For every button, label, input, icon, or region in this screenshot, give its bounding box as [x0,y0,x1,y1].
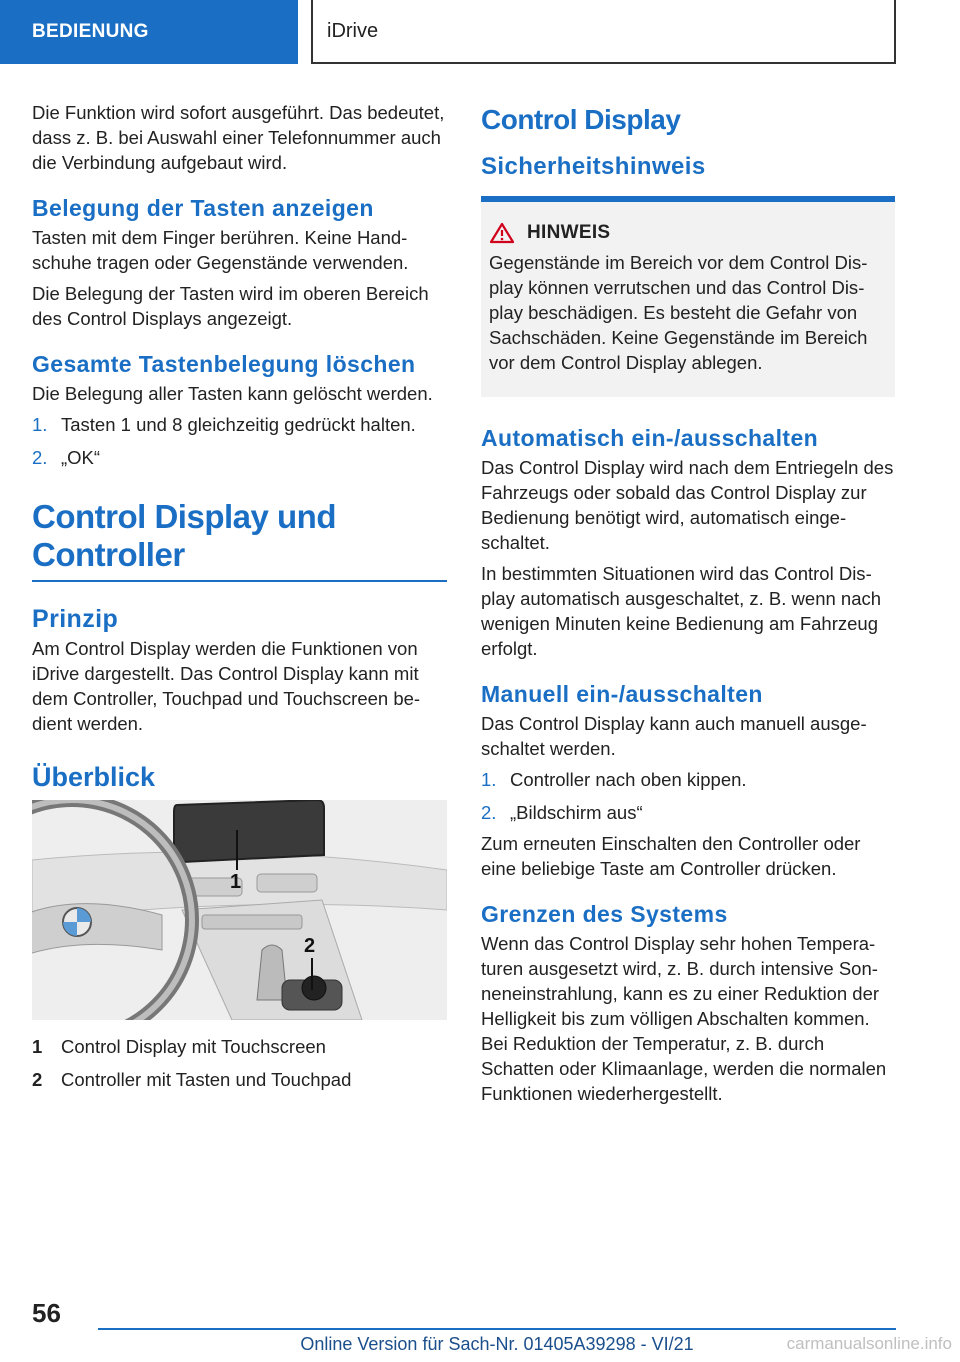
delete-keys-paragraph: Die Belegung aller Tasten kann gelöscht werden. [32,383,433,404]
note-label: HINWEIS [527,222,611,243]
callout-2: 2 [304,935,316,957]
delete-keys-heading: Gesamte Tastenbelegung löschen [32,351,416,377]
left-column [32,100,447,1100]
manual-heading: Manuell ein-/ausschalten [481,681,763,707]
warning-icon [489,222,515,244]
note-header [489,222,885,244]
show-keys-paragraph-1: Tasten mit dem Finger berühren. Keine Handschuhe tragen oder Gegenstände verwenden. [32,227,409,273]
step-item [481,767,895,792]
principle-paragraph: Am Control Display werden die Funktionen von iDrive dargestellt. Das Control Display kann mit dem Controller, Touchpad und Touchscreen bedient werden. [32,638,421,734]
header-topic-tab [311,0,896,64]
right-column [481,102,895,1112]
header-topic-label: iDrive [327,19,379,42]
step-text: Tasten 1 und 8 gleichzeitig gedrückt halten. [61,414,416,435]
delete-keys-steps [32,412,447,470]
step-item [32,445,447,470]
legend-number: 1 [32,1036,43,1057]
intro-paragraph: Die Funktion wird sofort ausgeführt. Das bedeutet, dass z. B. bei Auswahl einer Telefonnummer auch die Verbindung aufgebaut wird. [32,102,445,173]
show-keys-heading: Belegung der Tasten anzeigen [32,195,374,221]
overview-heading: Überblick [32,762,156,792]
manual-steps [481,767,895,825]
note-box [481,202,895,397]
callout-1: 1 [230,871,242,893]
step-number: 2. [481,802,497,823]
step-number: 1. [481,769,497,790]
manual-paragraph-1: Das Control Display kann auch manuell ausgeschaltet werden. [481,713,867,759]
step-item [481,800,895,825]
legend-number: 2 [32,1069,43,1090]
legend-item [32,1034,447,1059]
principle-heading: Prinzip [32,605,119,633]
step-text: „OK“ [61,447,101,468]
control-display-title: Control Display [481,104,681,135]
watermark: carmanualsonline.info [786,1334,952,1353]
safety-heading: Sicherheitshinweis [481,153,706,180]
legend-item [32,1067,447,1092]
legend-text: Control Display mit Touchscreen [61,1036,326,1057]
step-item [32,412,447,437]
step-text: Controller nach oben kippen. [510,769,747,790]
step-number: 1. [32,414,48,435]
footer-divider [98,1328,896,1330]
header-section-label: BEDIENUNG [32,21,149,42]
auto-paragraph-1: Das Control Display wird nach dem Entriegeln des Fahrzeugs oder sobald das Control Display zur Bedienung benötigt wird, automatisch eingeschaltet. [481,457,894,553]
manual-paragraph-2: Zum erneuten Einschalten den Controller oder eine beliebige Taste am Controller drücken. [481,833,861,879]
show-keys-paragraph-2: Die Belegung der Tasten wird im oberen Bereich des Control Displays angezeigt. [32,283,429,329]
note-text: Gegenstände im Bereich vor dem Control Display können verrutschen und das Control Display beschädigen. Es besteht die Gefahr von Sachschäden. Keine Gegenstände im Bereich vor dem Control Display ablegen. [489,252,868,373]
page-number: 56 [32,1298,61,1328]
chapter-title: Control Display und Controller [32,498,447,582]
footer-text: Online Version für Sach-Nr. 01405A39298 - VI/21 [300,1334,694,1354]
step-number: 2. [32,447,48,468]
cockpit-illustration [32,800,447,1020]
header-section-tab [0,0,298,64]
limits-heading: Grenzen des Systems [481,901,728,927]
legend-text: Controller mit Tasten und Touchpad [61,1069,352,1090]
step-text: „Bildschirm aus“ [510,802,643,823]
auto-paragraph-2: In bestimmten Situationen wird das Control Display automatisch ausgeschaltet, z. B. wenn nach wenigen Minuten keine Bedienung am Fahrzeug erfolgt. [481,563,882,659]
auto-heading: Automatisch ein-/ausschalten [481,425,819,451]
limits-paragraph: Wenn das Control Display sehr hohen Temperaturen ausgesetzt wird, z. B. durch intensive Sonneneinstrahlung, kann es zu einer Reduktion der Helligkeit bis zum völligen Abschalten kommen. Bei Reduktion der Temperatur, z. B. durch Schatten oder Klimaanlage, werden die normalen Funktionen wiederhergestellt. [481,933,887,1104]
cockpit-figure [32,800,447,1020]
